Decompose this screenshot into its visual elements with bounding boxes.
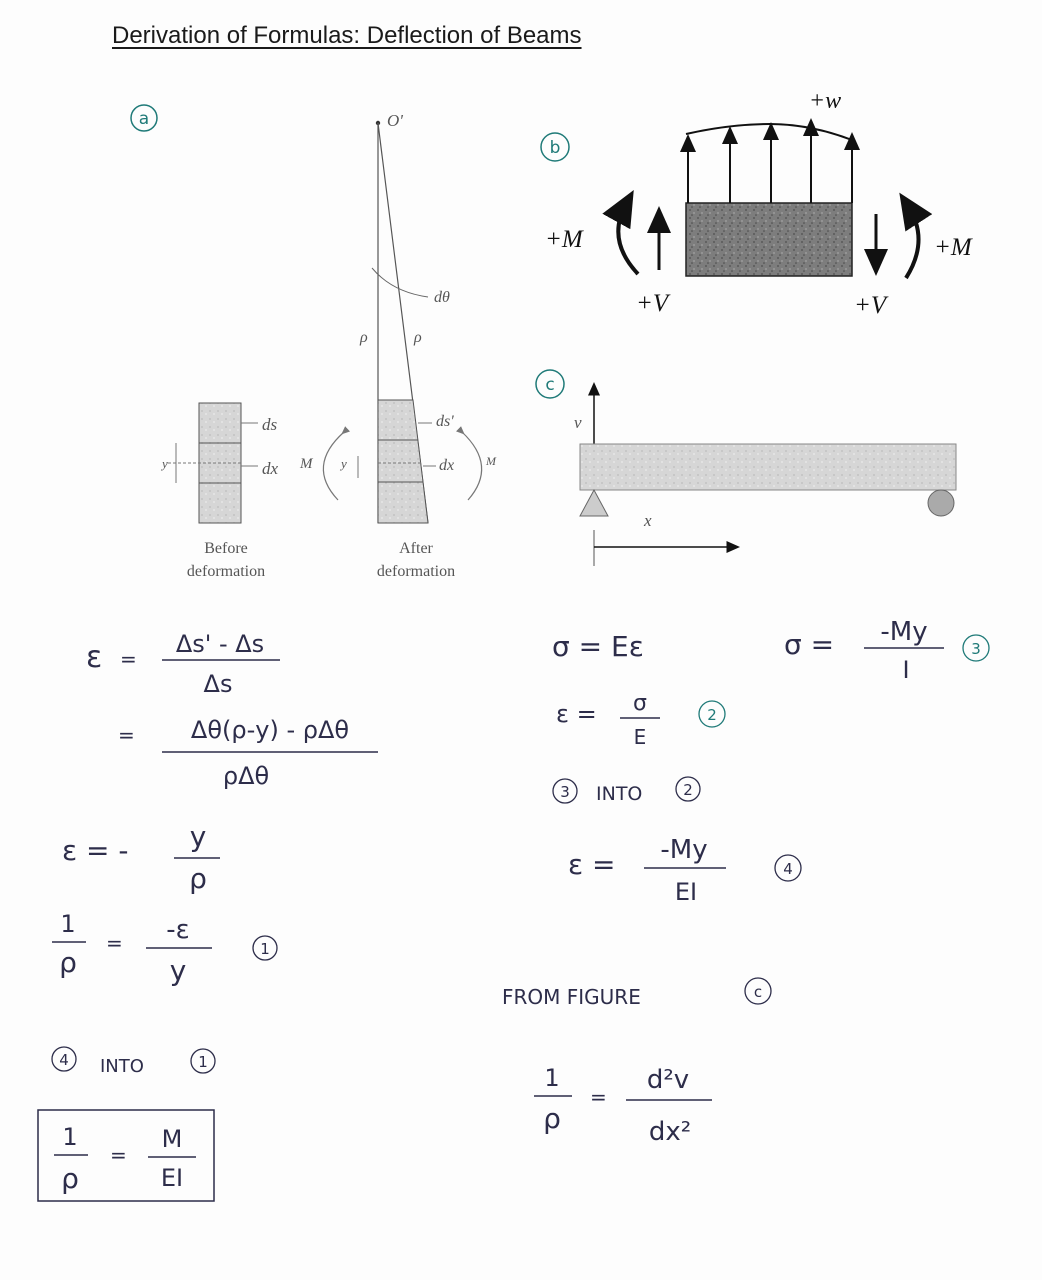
rho-left-label: ρ: [360, 329, 368, 346]
x-axis-label: x: [644, 511, 652, 530]
before-ds-label: ds: [262, 415, 278, 434]
after-caption-1: After: [399, 540, 433, 557]
sigma-numerator: -My: [880, 617, 928, 647]
four-into-one-text: INTO: [100, 1056, 144, 1077]
moment-b-left-label: +M: [545, 226, 583, 253]
curvature-numerator: 1: [544, 1064, 560, 1092]
strain2-numerator: Δθ(ρ-y) - ρΔθ: [190, 716, 350, 744]
final-denominator: ρ: [61, 1162, 79, 1195]
before-dx-label: dx: [262, 459, 279, 478]
curvature-rhs-numerator: d²v: [646, 1065, 690, 1095]
strain-epsilon: ε: [86, 640, 103, 675]
page-title: Derivation of Formulas: Deflection of Beams: [112, 22, 582, 49]
sigma-lhs: σ =: [784, 628, 835, 661]
three-into-two-text: INTO: [596, 783, 643, 805]
shear-left-label: +V: [636, 290, 669, 317]
moment-b-left-arrow: [618, 204, 638, 274]
beam-segment: [686, 203, 852, 276]
inv-rho-rhs-denominator: y: [169, 954, 187, 987]
before-caption-2: deformation: [186, 563, 266, 580]
simply-supported-beam: [580, 444, 956, 490]
figure-b-marker: b: [549, 138, 561, 158]
eq2-tag: 2: [707, 706, 717, 724]
strain-equals: =: [120, 647, 137, 671]
pin-support: [580, 490, 608, 516]
eps-y-denominator: ρ: [189, 862, 207, 895]
strain-denominator: Δs: [203, 670, 233, 698]
after-ds-label: ds': [436, 413, 454, 430]
moment-right-label: M: [486, 454, 496, 468]
sigma-denominator: I: [902, 656, 910, 684]
roller-support: [928, 490, 954, 516]
four-into-one-tag: 4: [59, 1051, 69, 1069]
v-axis-label: v: [574, 413, 582, 432]
four-into-one-tag2: 1: [198, 1053, 208, 1071]
moment-right-arrow: [462, 432, 482, 500]
load-curve: [686, 124, 852, 140]
moment-b-right-arrow: [906, 206, 919, 278]
before-caption-1: Before: [204, 540, 248, 557]
rho-right-label: ρ: [414, 329, 422, 346]
load-w-label: +w: [808, 88, 842, 114]
after-y-label: y: [341, 456, 347, 471]
eps-my-numerator: -My: [660, 835, 708, 865]
strain2-equals: =: [118, 723, 135, 747]
eps-y-lhs: ε = -: [62, 834, 129, 867]
final-numerator: 1: [62, 1123, 78, 1151]
figure-a: [131, 105, 497, 580]
origin-label: O': [387, 111, 403, 130]
eq3-tag: 3: [971, 640, 981, 658]
inv-rho-rhs-numerator: -ε: [166, 915, 190, 945]
dtheta-label: dθ: [434, 289, 450, 306]
from-figure-tag: c: [753, 983, 763, 1001]
eps-my-denominator: EI: [674, 878, 698, 906]
three-into-two-tag: 3: [560, 783, 570, 801]
eq1-tag: 1: [260, 940, 270, 958]
inv-rho-equals: =: [106, 931, 123, 955]
eps-sigma-lhs: ε =: [556, 700, 597, 728]
three-into-two-tag2: 2: [683, 781, 693, 799]
before-y-label: y: [162, 456, 168, 471]
inv-rho-denominator: ρ: [59, 946, 77, 979]
moment-b-right-label: +M: [934, 234, 972, 261]
figure-c: [536, 370, 956, 566]
right-derivation: [502, 617, 989, 1147]
curvature-equals: =: [590, 1085, 607, 1109]
eps-my-lhs: ε =: [568, 848, 616, 881]
from-figure-text: FROM FIGURE: [502, 985, 641, 1009]
hooke-law: σ = Eε: [552, 630, 644, 663]
shear-right-label: +V: [854, 292, 887, 319]
eps-sigma-denominator: E: [633, 725, 647, 749]
dtheta-leader: [372, 268, 428, 297]
eps-sigma-numerator: σ: [633, 691, 647, 716]
after-element: [378, 400, 428, 523]
final-rhs-numerator: M: [161, 1125, 183, 1153]
eps-y-numerator: y: [189, 820, 207, 853]
inv-rho-numerator: 1: [60, 910, 76, 938]
curvature-rhs-denominator: dx²: [648, 1117, 692, 1147]
after-caption-2: deformation: [376, 563, 456, 580]
left-derivation: [38, 630, 378, 1201]
strain-numerator: Δs' - Δs: [175, 630, 265, 658]
strain2-denominator: ρΔθ: [222, 762, 270, 790]
final-rhs-denominator: EI: [160, 1164, 184, 1192]
after-dx-label: dx: [439, 457, 455, 474]
eq4-tag: 4: [783, 860, 793, 878]
curvature-denominator: ρ: [543, 1102, 561, 1135]
figure-a-marker: a: [138, 109, 150, 129]
figure-c-marker: c: [545, 375, 555, 395]
figure-b: [541, 88, 973, 319]
final-equals: =: [110, 1143, 127, 1167]
moment-left-label: M: [300, 456, 313, 472]
